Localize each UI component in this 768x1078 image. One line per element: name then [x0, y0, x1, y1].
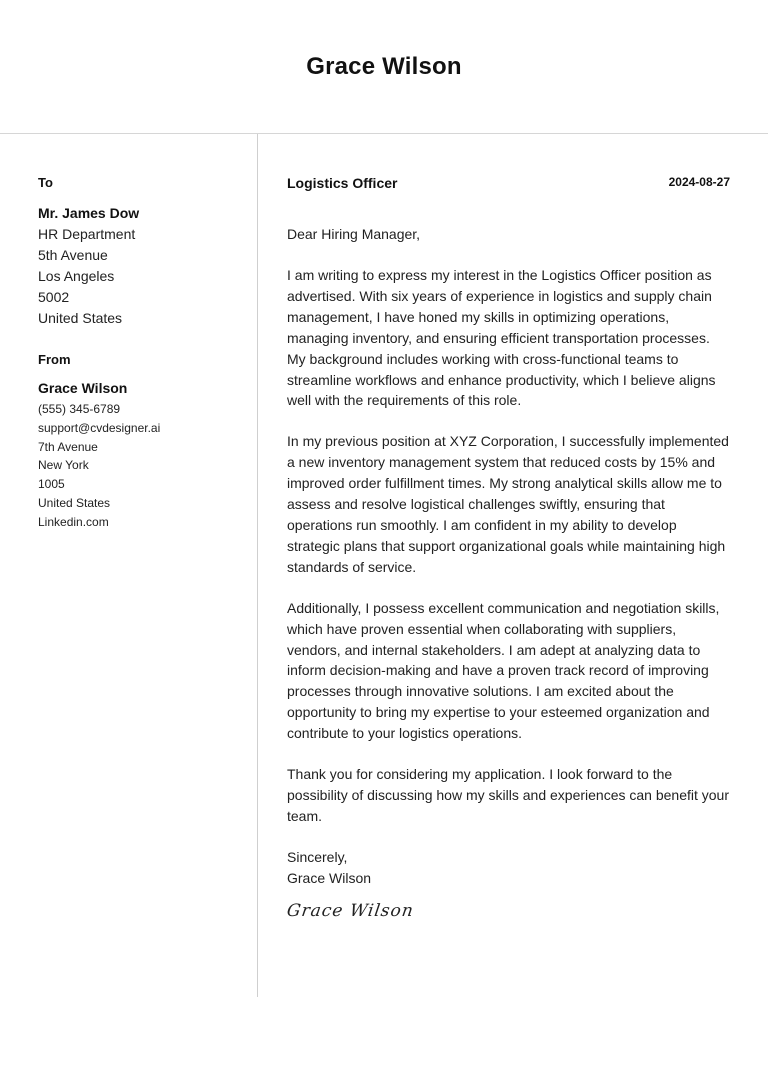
header-name: Grace Wilson [306, 53, 462, 80]
job-title: Logistics Officer [287, 175, 398, 191]
signed-name: Grace Wilson [287, 869, 372, 886]
sender-phone: (555) 345-6789 [38, 402, 121, 416]
sender-website: Linkedin.com [38, 514, 109, 529]
recipient-department: HR Department [38, 226, 136, 242]
letter-title-row [287, 174, 730, 192]
body-paragraph: In my previous position at XYZ Corporation, I successfully implemented a new inventory management system that reduced costs by 15% and improved order fulfillment times. My strong analytical skills allow me to assess and resolve logistical challenges swiftly, ensuring that operations run smoothly. I am confident in my ability to develop strategic plans that support organizational goals while maintaining high standards of service. [287, 433, 729, 575]
body-paragraph: Thank you for considering my application. I look forward to the possibility of discussing how my skills and experiences can benefit your team. [287, 766, 729, 824]
letter-header [0, 0, 768, 134]
sender-country: United States [38, 495, 111, 510]
letter-body [287, 174, 730, 921]
sender-street: 7th Avenue [38, 439, 98, 454]
sender-name: Grace Wilson [38, 380, 128, 396]
recipient-heading: To [38, 175, 53, 190]
recipient-country: United States [38, 310, 123, 326]
handwritten-signature: Grace Wilson [285, 900, 416, 921]
contact-sidebar [38, 174, 243, 532]
recipient-street: 5th Avenue [38, 247, 108, 263]
salutation: Dear Hiring Manager, [287, 226, 421, 242]
sender-zip: 1005 [38, 477, 65, 492]
letter-date: 2024-08-27 [668, 175, 730, 189]
sender-email: support@cvdesigner.ai [38, 420, 161, 435]
sender-heading: From [38, 352, 71, 367]
closing: Sincerely, [287, 848, 348, 865]
recipient-name: Mr. James Dow [38, 205, 140, 221]
recipient-zip: 5002 [38, 289, 70, 305]
body-paragraph: Additionally, I possess excellent communication and negotiation skills, which have proven essential when collaborating with suppliers, vendors, and internal stakeholders. I am adept at analyzing data to inform decision-making and have a proven track record of improving processes through innovative solutions. I am excited about the opportunity to bring my expertise to your esteemed organization and contribute to your logistics operations. [287, 599, 720, 742]
sender-city: New York [38, 458, 89, 473]
body-paragraph: I am writing to express my interest in the Logistics Officer position as advertised. With six years of experience in logistics and supply chain management, I have honed my skills in optimizing operations, managing inventory, and ensuring efficient transportation processes. My background includes working with cross-functional teams to streamline workflows and enhance productivity, which I believe aligns well with the requirements of this role. [287, 267, 716, 409]
column-divider [257, 134, 258, 997]
recipient-city: Los Angeles [38, 268, 115, 284]
